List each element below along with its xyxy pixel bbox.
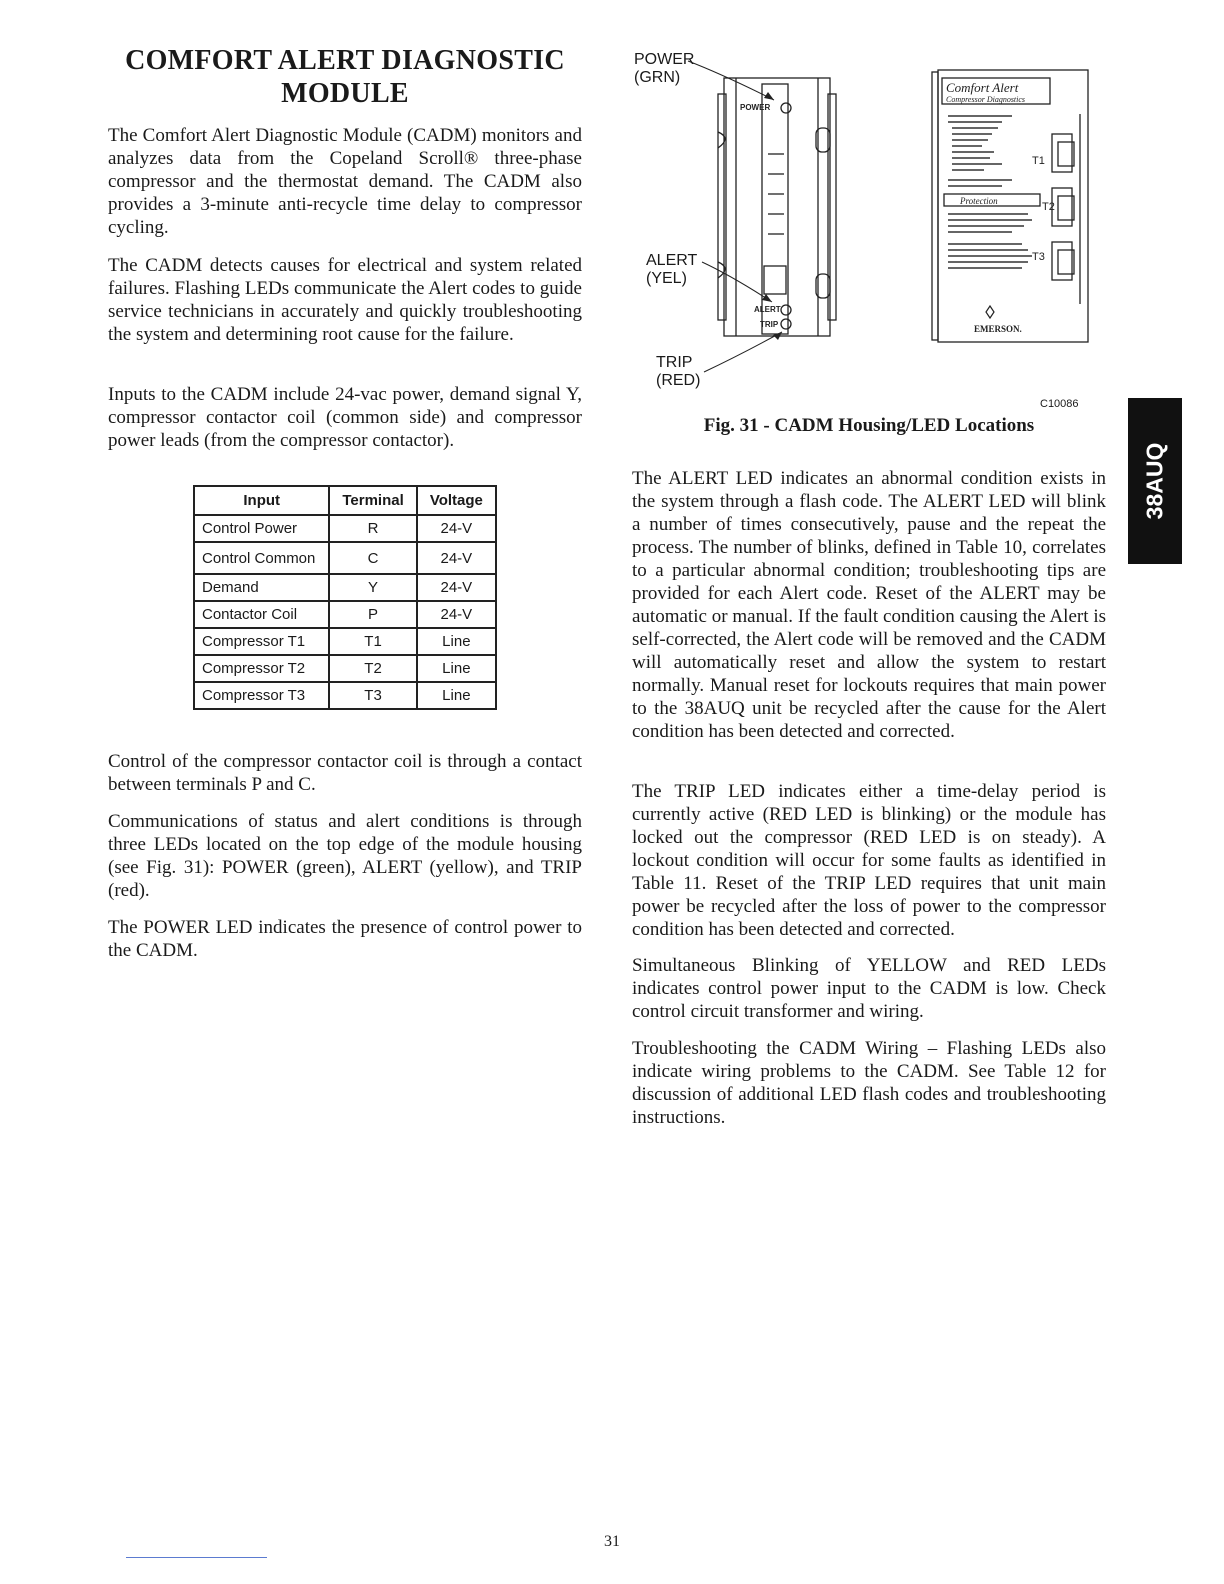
table-cell-voltage: 24-V: [417, 574, 496, 601]
table-cell-input: Control Common: [194, 542, 329, 574]
table-header-row: [194, 486, 496, 515]
table-cell-input: Compressor T2: [194, 655, 329, 682]
paragraph-simultaneous-blinking: Simultaneous Blinking of YELLOW and RED LEDs indicates control power input to the CADM is low. Check control circuit transformer and wiring.: [632, 955, 1106, 1022]
table-cell-voltage: Line: [417, 655, 496, 682]
figure-caption: Fig. 31 - CADM Housing/LED Locations: [703, 415, 1035, 436]
input-terminal-table: [193, 485, 497, 710]
power-callout-label: POWER: [634, 51, 695, 68]
table-cell-terminal: R: [329, 515, 416, 542]
table-cell-input: Compressor T3: [194, 682, 329, 709]
side-tab: [1128, 398, 1182, 564]
table-cell-voltage: Line: [417, 682, 496, 709]
table-row: [194, 574, 496, 601]
alert-callout-label: ALERT: [646, 252, 698, 269]
table-header-input: Input: [194, 486, 329, 515]
table-cell-input: Control Power: [194, 515, 329, 542]
table-cell-terminal: T3: [329, 682, 416, 709]
table-cell-voltage: Line: [417, 628, 496, 655]
table-row: [194, 655, 496, 682]
paragraph-alert-led: The ALERT LED indicates an abnormal condition exists in the system through a flash code. The ALERT LED will blink a number of times consecutively, pause and the repeat the process. The number of blinks, defined in Table 10, correlates to a particular abnormal condition; troubleshooting tips are provided for each Alert code. Reset of the ALERT may be automatic or manual. If the fault condition causing the Alert is self-corrected, the Alert code will be removed and the CADM will automatically reset and allow the system to restart normally. Manual reset for lockouts requires that main power to the 38AUQ unit be recycled after the cause for the Alert condition has been detected and corrected.: [632, 468, 1106, 742]
table-header-voltage: Voltage: [417, 486, 496, 515]
emerson-label: EMERSON.: [974, 324, 1022, 334]
terminal-t1-label: T1: [1032, 155, 1045, 167]
footer-rule: [126, 1557, 267, 1558]
trip-callout-color: (RED): [656, 372, 701, 389]
table-cell-terminal: T1: [329, 628, 416, 655]
module-trip-label: TRIP: [760, 320, 779, 329]
section-title-line2: MODULE: [281, 78, 409, 109]
table-cell-voltage: 24-V: [417, 601, 496, 628]
alert-callout: [646, 252, 697, 288]
table-cell-input: Demand: [194, 574, 329, 601]
table-row: [194, 515, 496, 542]
power-callout-color: (GRN): [634, 69, 681, 86]
alert-callout-color: (YEL): [646, 270, 687, 287]
paragraph-trip-led: The TRIP LED indicates either a time-delay period is currently active (RED LED is blinking) or the module has locked out the compressor (RED LED is on steady). A lockout condition will occur for some faults as identified in Table 11. Reset of the TRIP LED requires that unit main power be recycled after the loss of power to the compressor condition has been detected and corrected.: [632, 781, 1106, 940]
table-cell-input: Contactor Coil: [194, 601, 329, 628]
table-cell-input: Compressor T1: [194, 628, 329, 655]
paragraph-cadm-intro: The Comfort Alert Diagnostic Module (CADM) monitors and analyzes data from the Copeland Scroll® three-phase compressor and the thermostat demand. The CADM also provides a 3-minute anti-recycle time delay to compressor cycling.: [108, 125, 582, 238]
brand-sub-label: Compressor Diagnostics: [946, 95, 1026, 104]
table-row: [194, 601, 496, 628]
table-row: [194, 682, 496, 709]
trip-callout: [656, 354, 700, 390]
paragraph-cadm-detects: The CADM detects causes for electrical and system related failures. Flashing LEDs communicate the Alert codes to guide service technicians in accurately and quickly troubleshooting the system and determining root cause for the failure.: [108, 255, 582, 345]
cadm-housing-drawing: [632, 44, 1106, 399]
figure-code-id: C10086: [1040, 398, 1079, 410]
table-row: [194, 628, 496, 655]
alert-arrow-icon: [762, 294, 772, 302]
emerson-logo-icon: [986, 306, 994, 318]
table-row: [194, 542, 496, 574]
section-title: [108, 44, 582, 110]
module-alert-label: ALERT: [754, 305, 781, 314]
paragraph-troubleshooting-wiring: Troubleshooting the CADM Wiring – Flashing LEDs also indicate wiring problems to the CADM. See Table 12 for discussion of additional LED flash codes and troubleshooting instructions.: [632, 1038, 1106, 1128]
power-callout: [634, 51, 694, 87]
paragraph-cadm-inputs: Inputs to the CADM include 24-vac power, demand signal Y, compressor contactor coil (common side) and compressor power leads (from the compressor contactor).: [108, 384, 582, 451]
terminal-t2-label: T2: [1042, 201, 1055, 213]
brand-top-label: Comfort Alert: [946, 80, 1019, 95]
terminal-t3-label: T3: [1032, 251, 1045, 263]
module-power-label: POWER: [740, 103, 771, 112]
table-cell-voltage: 24-V: [417, 542, 496, 574]
trip-callout-label: TRIP: [656, 354, 693, 371]
table-cell-terminal: T2: [329, 655, 416, 682]
paragraph-contactor-coil: Control of the compressor contactor coil is through a contact between terminals P and C.: [108, 751, 582, 795]
protection-label: Protection: [960, 196, 998, 206]
table-cell-voltage: 24-V: [417, 515, 496, 542]
table-cell-terminal: Y: [329, 574, 416, 601]
table-cell-terminal: P: [329, 601, 416, 628]
table-cell-terminal: C: [329, 542, 416, 574]
paragraph-communications: Communications of status and alert conditions is through three LEDs located on the top edge of the module housing (see Fig. 31): POWER (green), ALERT (yellow), and TRIP (red).: [108, 811, 582, 901]
table-header-terminal: Terminal: [329, 486, 416, 515]
side-tab-label: 38AUQ: [1141, 442, 1168, 520]
cadm-figure: [632, 44, 1106, 399]
power-arrow-icon: [764, 92, 774, 100]
section-title-line1: COMFORT ALERT DIAGNOSTIC: [125, 45, 565, 76]
page-number: 31: [604, 1533, 620, 1550]
paragraph-power-led: The POWER LED indicates the presence of control power to the CADM.: [108, 917, 582, 961]
